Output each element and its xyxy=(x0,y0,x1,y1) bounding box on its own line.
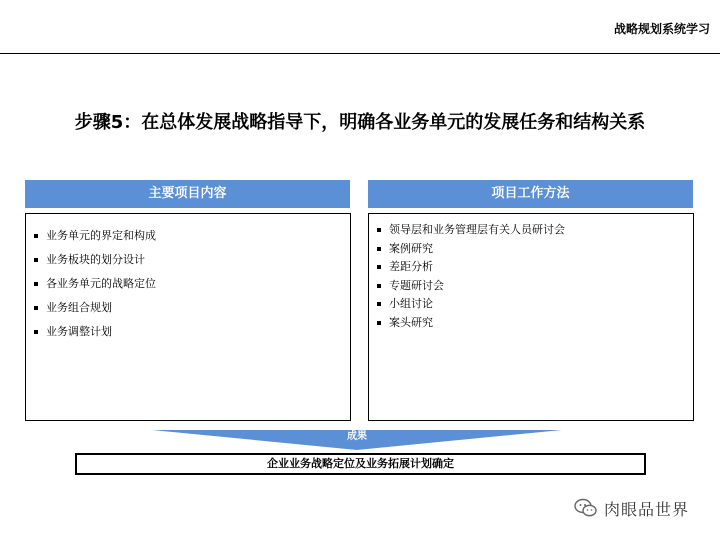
left-panel-list xyxy=(26,214,350,348)
list-item xyxy=(369,315,693,334)
watermark-text: 肉眼品世界 xyxy=(604,499,690,519)
bullet-icon xyxy=(377,265,381,269)
header-divider xyxy=(0,53,720,54)
wechat-icon xyxy=(574,498,598,518)
list-item xyxy=(369,241,693,260)
list-item-text: 案例研究 xyxy=(389,241,433,255)
bullet-icon xyxy=(377,247,381,251)
list-item xyxy=(26,252,350,276)
list-item-text: 各业务单元的战略定位 xyxy=(46,277,156,290)
list-item-text: 领导层和业务管理层有关人员研讨会 xyxy=(389,223,565,236)
bullet-icon xyxy=(34,330,38,334)
list-item xyxy=(369,278,693,297)
result-label: 成果 xyxy=(347,431,367,442)
header-title: 战略规划系统学习 xyxy=(613,22,710,36)
list-item-text: 专题研讨会 xyxy=(389,278,444,292)
right-panel-list xyxy=(369,214,693,334)
list-item-text: 案头研究 xyxy=(389,315,433,329)
bullet-icon xyxy=(377,321,381,325)
list-item xyxy=(369,222,693,241)
list-item xyxy=(369,259,693,278)
result-box: 企业业务战略定位及业务拓展计划确定 xyxy=(75,453,646,475)
list-item xyxy=(26,324,350,348)
right-panel-heading: 项目工作方法 xyxy=(368,180,693,208)
bullet-icon xyxy=(34,258,38,262)
bullet-icon xyxy=(34,306,38,310)
list-item-text: 小组讨论 xyxy=(389,297,433,311)
bullet-icon xyxy=(34,282,38,286)
list-item-text: 业务组合规划 xyxy=(46,301,112,314)
list-item-text: 业务单元的界定和构成 xyxy=(46,229,156,242)
left-panel xyxy=(25,213,351,421)
bullet-icon xyxy=(377,228,381,232)
list-item xyxy=(26,228,350,252)
bullet-icon xyxy=(377,284,381,288)
list-item xyxy=(26,300,350,324)
bullet-icon xyxy=(377,302,381,306)
list-item xyxy=(26,276,350,300)
right-panel xyxy=(368,213,694,421)
watermark xyxy=(574,497,689,519)
list-item xyxy=(369,296,693,315)
left-panel-heading: 主要项目内容 xyxy=(25,180,350,208)
list-item-text: 差距分析 xyxy=(389,260,433,274)
bullet-icon xyxy=(34,234,38,238)
list-item-text: 业务调整计划 xyxy=(46,325,112,338)
page-title: 步骤5：在总体发展战略指导下，明确各业务单元的发展任务和结构关系 xyxy=(74,112,646,133)
list-item-text: 业务板块的划分设计 xyxy=(46,253,145,266)
